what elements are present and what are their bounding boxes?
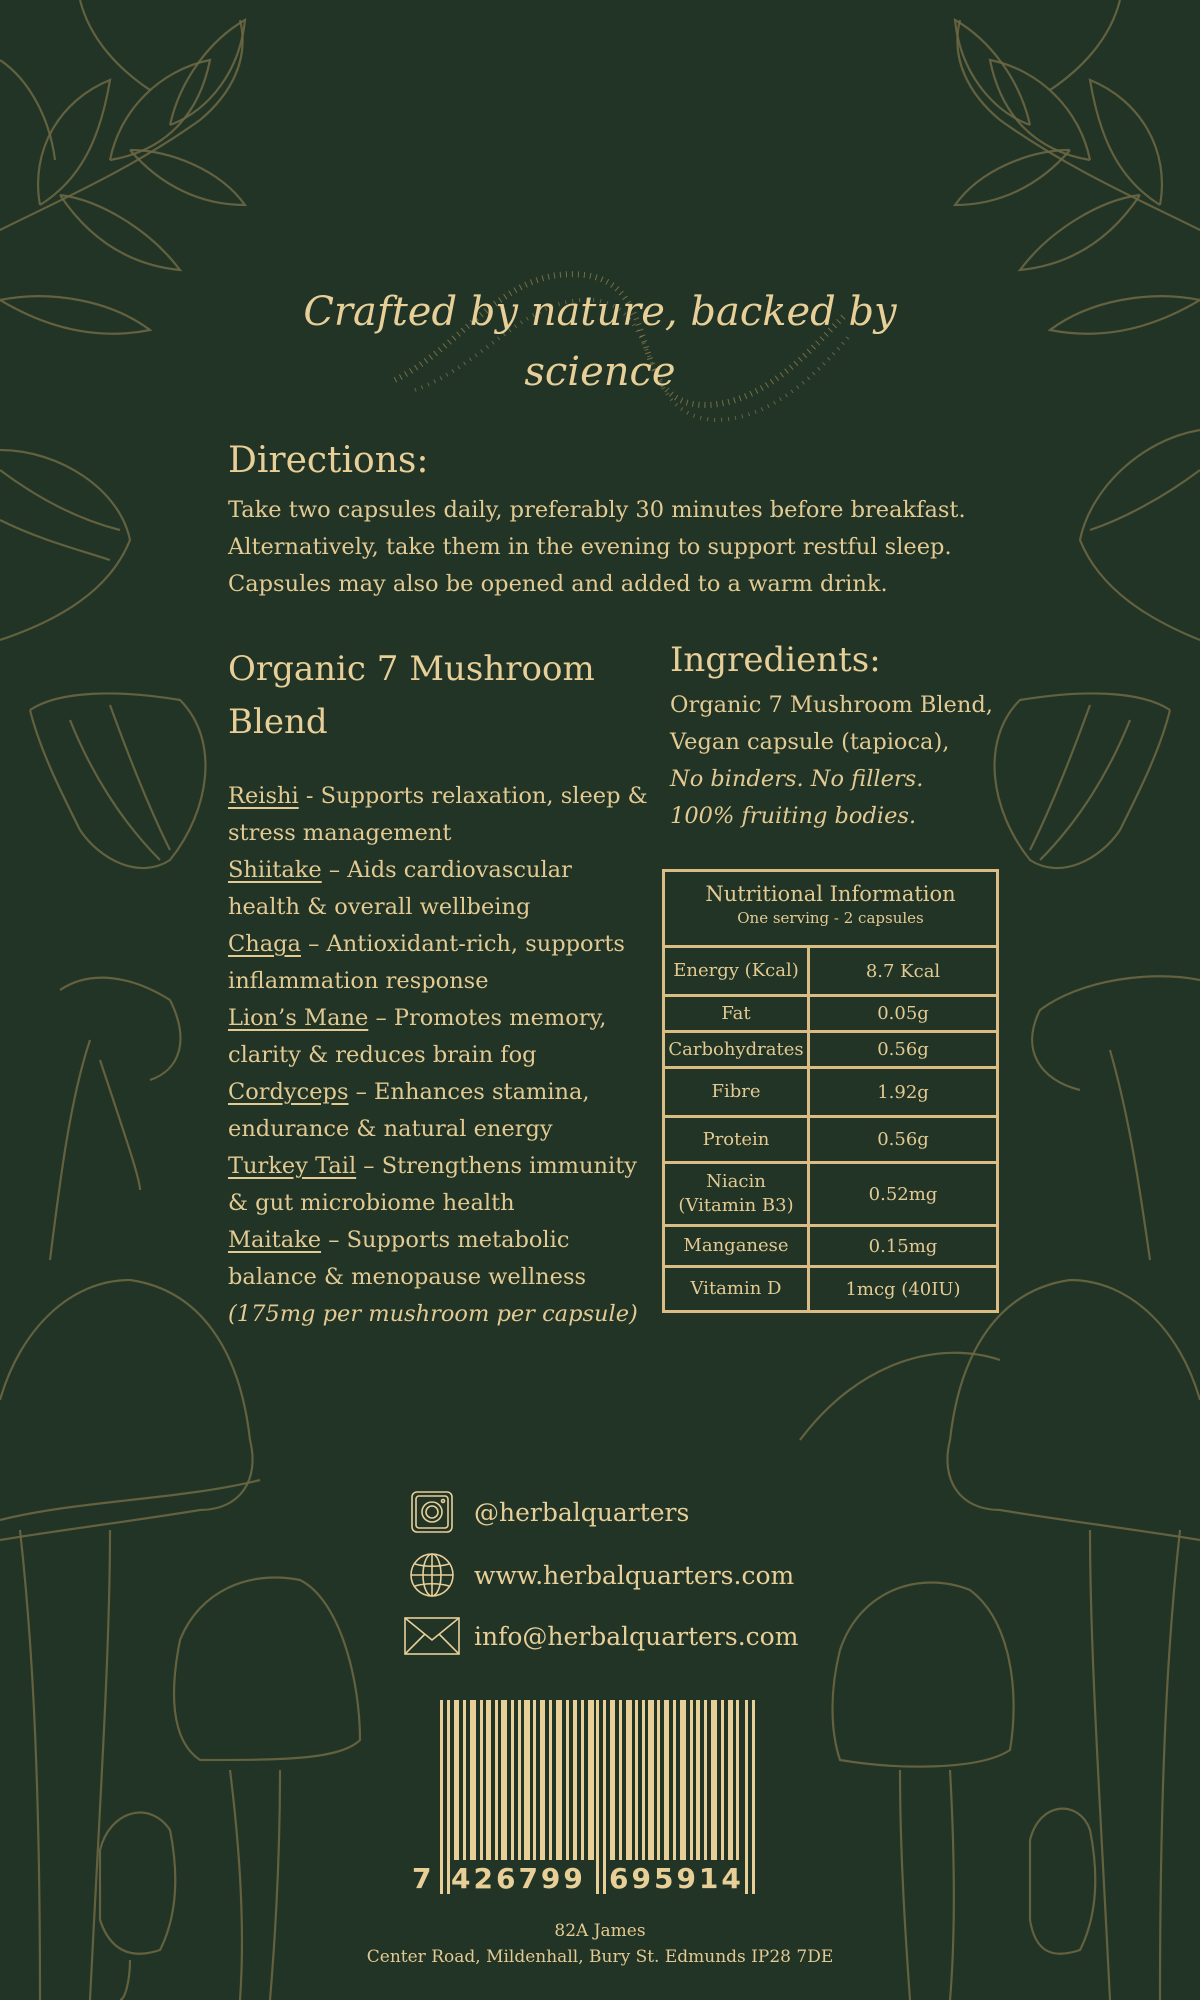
nutrient-value: 0.56g: [877, 1129, 929, 1150]
globe-icon: [400, 1551, 464, 1599]
mushroom-item: [228, 778, 648, 852]
barcode-digits-left: 426799: [451, 1862, 586, 1895]
nutrient-label: Fat: [665, 997, 810, 1030]
mushroom-name: Lion’s Mane: [228, 1005, 369, 1031]
mushroom-benefit: – Supports metabolic balance & menopause wellness: [228, 1227, 587, 1290]
mushroom-benefit: – Strengthens immunity & gut microbiome health: [228, 1153, 637, 1216]
directions-text: [228, 492, 988, 603]
mushroom-benefit: – Enhances stamina, endurance & natural energy: [228, 1079, 590, 1142]
mushroom-benefit: – Promotes memory, clarity & reduces brain fog: [228, 1005, 607, 1068]
email-text: info@herbalquarters.com: [474, 1621, 799, 1651]
mushroom-list: [228, 778, 648, 1333]
website-link[interactable]: [400, 1551, 794, 1599]
nutrient-label: Fibre: [665, 1069, 810, 1115]
website-text: www.herbalquarters.com: [474, 1560, 795, 1590]
nutrient-value: 0.56g: [877, 1039, 929, 1060]
nutrient-value: 8.7 Kcal: [865, 960, 941, 982]
instagram-text: @herbalquarters: [474, 1497, 690, 1527]
instagram-icon: [400, 1488, 464, 1536]
instagram-handle[interactable]: [400, 1488, 689, 1536]
tagline: Crafted by nature, backed by science: [303, 289, 897, 395]
mushroom-item: [228, 1148, 648, 1222]
company-address: [300, 1918, 900, 1970]
nutrient-label: Niacin (Vitamin B3): [665, 1164, 810, 1224]
mushroom-name: Cordyceps: [228, 1079, 349, 1105]
address-line: 82A James: [554, 1921, 646, 1941]
table-row: [665, 997, 996, 1033]
nutrient-label: Vitamin D: [665, 1268, 810, 1310]
nutrient-value: 0.05g: [877, 1003, 929, 1024]
dosage-note: (175mg per mushroom per capsule): [228, 1301, 638, 1327]
barcode-digit-lead: 7: [412, 1862, 435, 1895]
mushroom-name: Turkey Tail: [228, 1153, 357, 1179]
mushroom-name: Chaga: [228, 931, 301, 957]
ingredients-heading: Ingredients:: [670, 640, 881, 680]
directions-heading: Directions:: [228, 440, 429, 481]
ingredients-line: No binders. No fillers.: [670, 766, 924, 792]
nutrient-value: 1mcg (40IU): [845, 1278, 961, 1300]
table-row: [665, 1069, 996, 1118]
nutrient-label: Carbohydrates: [665, 1033, 810, 1066]
ingredients-text: [670, 687, 1000, 835]
mushroom-item: [228, 1074, 648, 1148]
mushroom-item: [228, 926, 648, 1000]
nutrient-label: Protein: [665, 1118, 810, 1161]
table-row: [665, 1227, 996, 1268]
nutrient-label: Manganese: [665, 1227, 810, 1265]
mushroom-item: [228, 1222, 648, 1296]
mushroom-item: [228, 852, 648, 926]
directions-line: Take two capsules daily, preferably 30 minutes before breakfast.: [228, 497, 966, 523]
mushroom-item: [228, 1000, 648, 1074]
mushroom-name: Maitake: [228, 1227, 322, 1253]
nutrient-value: 1.92g: [877, 1081, 929, 1103]
blend-heading: Organic 7 Mushroom Blend: [228, 649, 595, 742]
nutrition-header: [665, 872, 996, 948]
mushroom-name: Shiitake: [228, 857, 322, 883]
nutrient-value: 0.52mg: [868, 1183, 938, 1205]
mushroom-benefit: - Supports relaxation, sleep & stress management: [228, 783, 648, 846]
ingredients-line: Vegan capsule (tapioca),: [670, 729, 950, 755]
ingredients-line: Organic 7 Mushroom Blend,: [670, 692, 993, 718]
mushroom-benefit: – Aids cardiovascular health & overall wellbeing: [228, 857, 572, 920]
barcode-digits-right: 695914: [609, 1862, 744, 1895]
email-link[interactable]: [400, 1612, 798, 1660]
nutrition-title: Nutritional Information: [705, 882, 956, 906]
ingredients-line: 100% fruiting bodies.: [670, 803, 917, 829]
envelope-icon: [400, 1612, 464, 1660]
table-row: [665, 1268, 996, 1310]
directions-line: Capsules may also be opened and added to a warm drink.: [228, 571, 888, 597]
nutrition-table: [662, 869, 999, 1313]
mushroom-benefit: – Antioxidant-rich, supports inflammation response: [228, 931, 625, 994]
nutrition-subtitle: One serving - 2 capsules: [737, 909, 924, 927]
table-row: [665, 1164, 996, 1227]
nutrient-value: 0.15mg: [868, 1235, 938, 1257]
table-row: [665, 1033, 996, 1069]
mushroom-name: Reishi: [228, 783, 299, 809]
nutrient-label: Energy (Kcal): [665, 948, 810, 994]
table-row: [665, 948, 996, 997]
address-line: Center Road, Mildenhall, Bury St. Edmunds IP28 7DE: [366, 1947, 834, 1967]
table-row: [665, 1118, 996, 1164]
directions-line: Alternatively, take them in the evening to support restful sleep.: [228, 534, 952, 560]
